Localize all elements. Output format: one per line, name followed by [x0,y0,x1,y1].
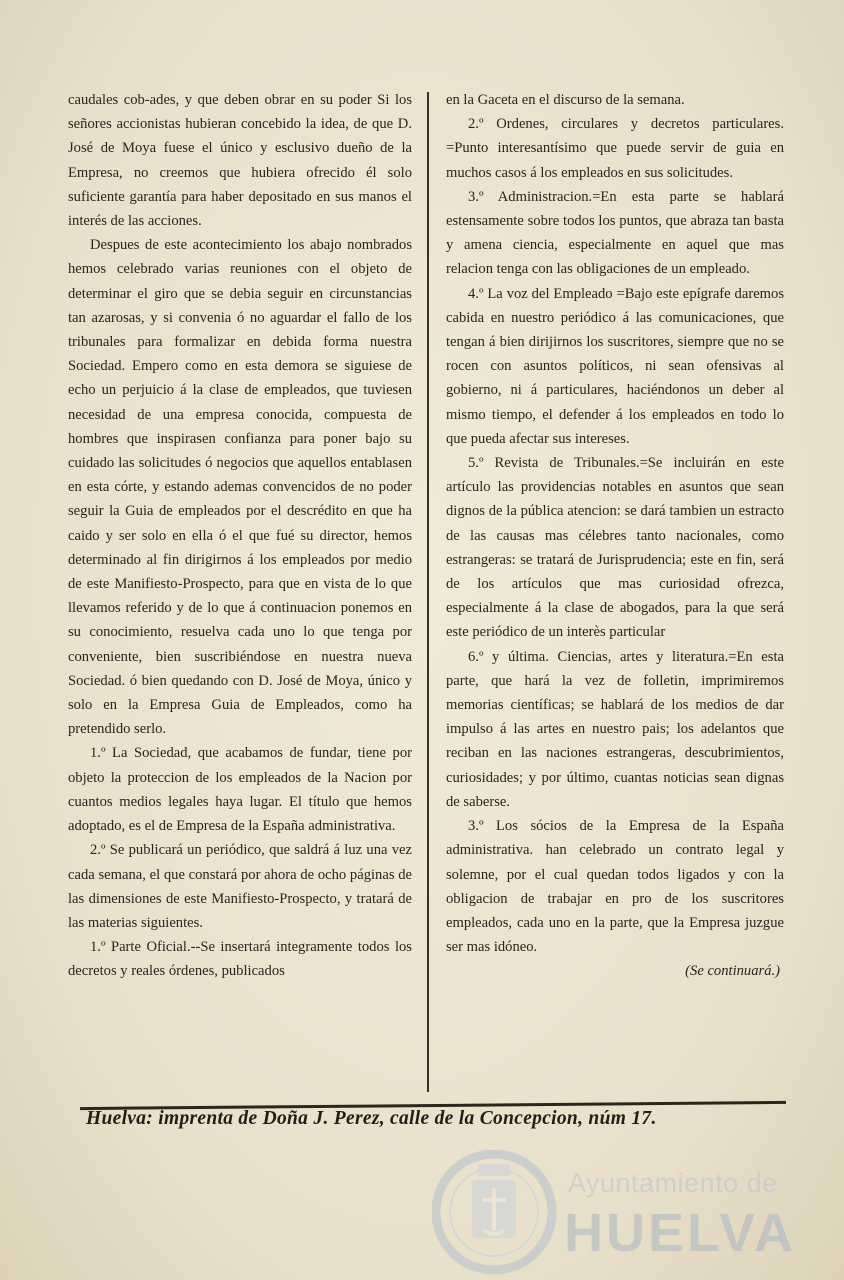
paragraph: 3.º Los sócios de la Empresa de la España administrativa. han celebrado un contrato legal y solemne, por el cual quedan todos ligados y con la obligacion de trabajar en pro de los suscritores empleados, cada uno en la parte, que la Empresa juzgue ser mas idóneo. [446,818,784,956]
watermark-line-1: Ayuntamiento de [568,1168,778,1198]
printer-imprint: Huelva: imprenta de Doña J. Perez, calle de la Concepcion, núm 17. [86,1108,657,1129]
paragraph: 3.º Administracion.=En esta parte se hablará estensamente sobre todos los puntos, que abraza tan basta y amena ciencia, especialmente en aquel que mas relacion tenga con las obligaciones de un empleado. [446,188,784,278]
paragraph: 2.º Ordenes, circulares y decretos particulares. =Punto interesantísimo que puede servir de guia en muchos casos á los empleados en sus solicitudes. [446,116,784,181]
paragraph: 4.º La voz del Empleado =Bajo este epígrafe daremos cabida en nuestro periódico á las comunicaciones, que tengan á bien dirijirnos los suscritores, siempre que no se rocen con asuntos políticos, ni sean ofensivas al gobierno, ni á particulares, haciéndonos un deber al mismo tiempo, el defender á los empleados en todo lo que pueda afectar sus intereses. [446,285,784,447]
paragraph: Despues de este acontecimiento los abajo nombrados hemos celebrado varias reuniones con el objeto de determinar el giro que se debia seguir en circunstancias tan azarosas, y si convenia ó no aguardar el fallo de los tribunales para formalizar en debida forma nuestra Sociedad. Empero como en esta demora se siguiese de echo un perjuicio á la clase de empleados, que tuviesen necesidad de una empresa conocida, compuesta de hombres que inspirasen confianza para poner bajo su cuidado las solicitudes ó negocios que aquellos entablasen en esta córte, y estando ademas convencidos de no poder seguir la Guia de empleados por el descrédito en que ha caido y ser solo en ella ó el que fué su director, hemos determinado al fin dirigirnos á los empleados por medio de este Manifiesto-Prospecto, para que en vista de lo que llevamos referido y de lo que á continuacion ponemos en su conocimiento, resuelva cada uno lo que tenga por conveniente, bien suscribiéndose en nuestra nueva Sociedad. ó bien quedando con D. José de Moya, único y solo en la Empresa Guia de Empleados, como ha pretendido serlo. [68,237,412,738]
paragraph: 1.º La Sociedad, que acabamos de fundar, tiene por objeto la proteccion de los empleados de la Nacion por cuantos medios legales haya lugar. El título que hemos adoptado, es el de Empresa de la España administrativa. [68,745,412,835]
watermark [432,1150,812,1275]
column-divider [427,92,429,1092]
watermark-line-2: HUELVA [564,1203,796,1263]
city-seal-icon [432,1150,557,1275]
paragraph: en la Gaceta en el discurso de la semana. [446,92,685,108]
paragraph: 5.º Revista de Tribunales.=Se incluirán en este artículo las providencias notables en asuntos que sean dignos de la pública atencion: se dará tambien un estracto de las causas mas célebres tanto nacionales, como estrangeras: se tratará de Jurisprudencia; este en fin, será de los artículos que mas curiosidad ofrezca, especialmente á la clase de abogados, para la que será este periódico de un interès particular [446,455,784,641]
right-column [446,88,784,984]
paragraph: 2.º Se publicará un periódico, que saldrá á luz una vez cada semana, el que constará por ahora de ocho páginas de las dimensiones de este Manifiesto-Prospecto, y tratará de las materias siguientes. [68,842,412,931]
paragraph: 1.º Parte Oficial.--Se insertará integramente todos los decretos y reales órdenes, publicados [68,939,412,980]
left-column [68,88,412,984]
continuation-note: (Se continuará.) [685,963,780,980]
paragraph: 6.º y última. Ciencias, artes y literatura.=En esta parte, que hará la vez de folletin, imprimiremos memorias científicas; se hablará de los medios de dar impulso á las artes en nuestro pais; los adelantos que reciban en las naciones estrangeras, descubrimientos, curiosidades; y por último, cuantas noticias sean dignas de saberse. [446,648,784,810]
paragraph: caudales cob-ades, y que deben obrar en su poder Si los señores accionistas hubieran concebido la idea, de que D. José de Moya fuese el único y esclusivo dueño de la Empresa, no creemos que hubiera ofrecido él solo suficiente garantía para haber depositado en sus manos el interés de las acciones. [68,92,412,230]
